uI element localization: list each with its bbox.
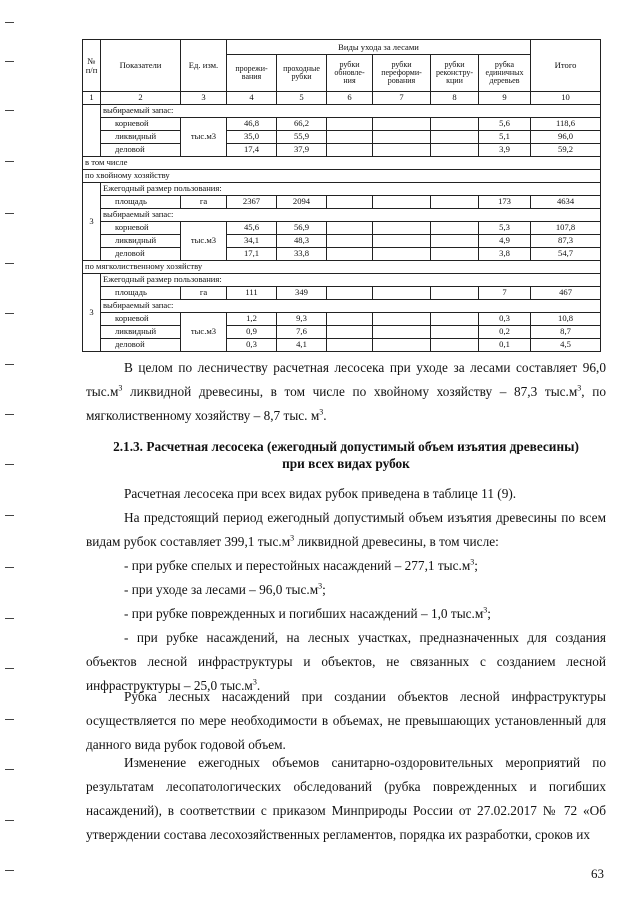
volume-paragraph: На предстоящий период ежегодный допустимый объем изъятия древесины по всем видам рубок составляет 399,1 $тыс.м^3$ ликвидной древесины, в том числе: [86,510,606,549]
header-care-types: Виды ухода за лесами [227,40,531,55]
margin-tick [5,61,14,62]
list-item: - при рубке поврежденных и погибших насаждений – 1,0 $тыс.м^3$; [124,605,491,621]
header-unit: Ед. изм. [181,40,227,92]
header-thinning: прорежи-вания [227,55,277,92]
sanitary-paragraph: Изменение ежегодных объемов санитарно-оздоровительных мероприятий по результатам лесопатологических обследований (рубка поврежденных и погибших насаждений), в соответствии с приказом Минприроды России от 27.02.2017 № 72 «Об утверждении состава лесохозяйственных регламентов, порядка их разработки, сроков их [86,755,606,842]
colnum: 10 [531,92,601,105]
unit-cell: тыс.м3 [181,118,227,157]
margin-tick [5,769,14,770]
margin-tick [5,719,14,720]
margin-tick [5,161,14,162]
table-row: ликвидный 34,1 48,3 4,9 87,3 [83,235,601,248]
annual-use-label: Ежегодный размер пользования: [101,183,601,196]
row-number: 3 [83,183,101,261]
header-passage-cut: проходные рубки [277,55,327,92]
margin-tick [5,618,14,619]
forest-care-table [82,39,601,352]
header-total: Итого [531,40,601,92]
annual-use-label: Ежегодный размер пользования: [101,274,601,287]
page-number: 63 [591,866,604,881]
including-label: в том числе [83,157,601,170]
reserve-label: выбираемый запас: [101,105,601,118]
table-row: корневой тыс.м3 46,8 66,2 5,6 118,6 [83,118,601,131]
margin-tick [5,464,14,465]
colnum: 3 [181,92,227,105]
table-row: корневой тыс.м3 45,6 56,9 5,3 107,8 [83,222,601,235]
unit-cell: тыс.м3 [181,313,227,352]
margin-tick [5,870,14,871]
colnum: 9 [479,92,531,105]
header-reconstruct-cut: рубки реконстру-кции [431,55,479,92]
margin-tick [5,364,14,365]
row-number: 3 [83,274,101,352]
colnum: 7 [373,92,431,105]
section-conifer: по хвойному хозяйству [83,170,601,183]
margin-tick [5,110,14,111]
margin-tick [5,515,14,516]
header-single-tree-cut: рубка единичных деревьев [479,55,531,92]
colnum: 8 [431,92,479,105]
table-row: деловой 0,3 4,1 0,1 4,5 [83,339,601,352]
table-row: корневой тыс.м3 1,2 9,3 0,3 10,8 [83,313,601,326]
margin-tick [5,668,14,669]
reserve-label: выбираемый запас: [101,300,601,313]
table-reference-paragraph: Расчетная лесосека при всех видах рубок приведена в таблице 11 (9). [124,486,517,501]
summary-paragraph: В целом по лесничеству расчетная лесосека при уходе за лесами составляет 96,0 $тыс.м^3$ ликвидной древесины, в том числе по хвойному хозяйству – 87,3 $тыс.м^3$, по мягколиственному хозяйству – 8,7 тыс. $м^3$. [86,360,606,423]
margin-tick [5,313,14,314]
margin-tick [5,567,14,568]
list-item: - при рубке насаждений, на лесных участках, предназначенных для создания объектов лесной инфраструктуры и объектов, не связанных с созданием лесной инфраструктуры – 25,0 $тыс.м^3$. [86,630,606,693]
table-row: площадь га 111 349 7 467 [83,287,601,300]
table-row: деловой 17,4 37,9 3,9 59,2 [83,144,601,157]
infrastructure-paragraph: Рубка лесных насаждений при создании объектов лесной инфраструктуры осуществляется по мере необходимости в объемах, не превышающих установленный для данного вида рубок годовой объем. [86,689,606,752]
section-heading: 2.1.3. Расчетная лесосека (ежегодный допустимый объем изъятия древесины) при всех видах рубок [113,439,579,471]
margin-tick [5,213,14,214]
header-indicator: Показатели [101,40,181,92]
reserve-label: выбираемый запас: [101,209,601,222]
table-row: ликвидный 35,0 55,9 5,1 96,0 [83,131,601,144]
margin-tick [5,263,14,264]
table-row: площадь га 2367 2094 173 4634 [83,196,601,209]
colnum: 1 [83,92,101,105]
colnum: 6 [327,92,373,105]
section-softwood: по мягколиственному хозяйству [83,261,601,274]
list-item: - при рубке спелых и перестойных насаждений – 277,1 $тыс.м^3$; [124,557,478,573]
colnum: 2 [101,92,181,105]
column-number-row [83,92,601,105]
list-item: - при уходе за лесами – 96,0 $тыс.м^3$; [124,581,326,597]
margin-tick [5,22,14,23]
header-reform-cut: рубки переформи-рования [373,55,431,92]
colnum: 5 [277,92,327,105]
margin-tick [5,414,14,415]
header-num: № п/п [83,40,101,92]
header-renewal-cut: рубки обновле-ния [327,55,373,92]
unit-cell: тыс.м3 [181,222,227,261]
table-row: деловой 17,1 33,8 3,8 54,7 [83,248,601,261]
margin-tick [5,820,14,821]
colnum: 4 [227,92,277,105]
table-row: ликвидный 0,9 7,6 0,2 8,7 [83,326,601,339]
